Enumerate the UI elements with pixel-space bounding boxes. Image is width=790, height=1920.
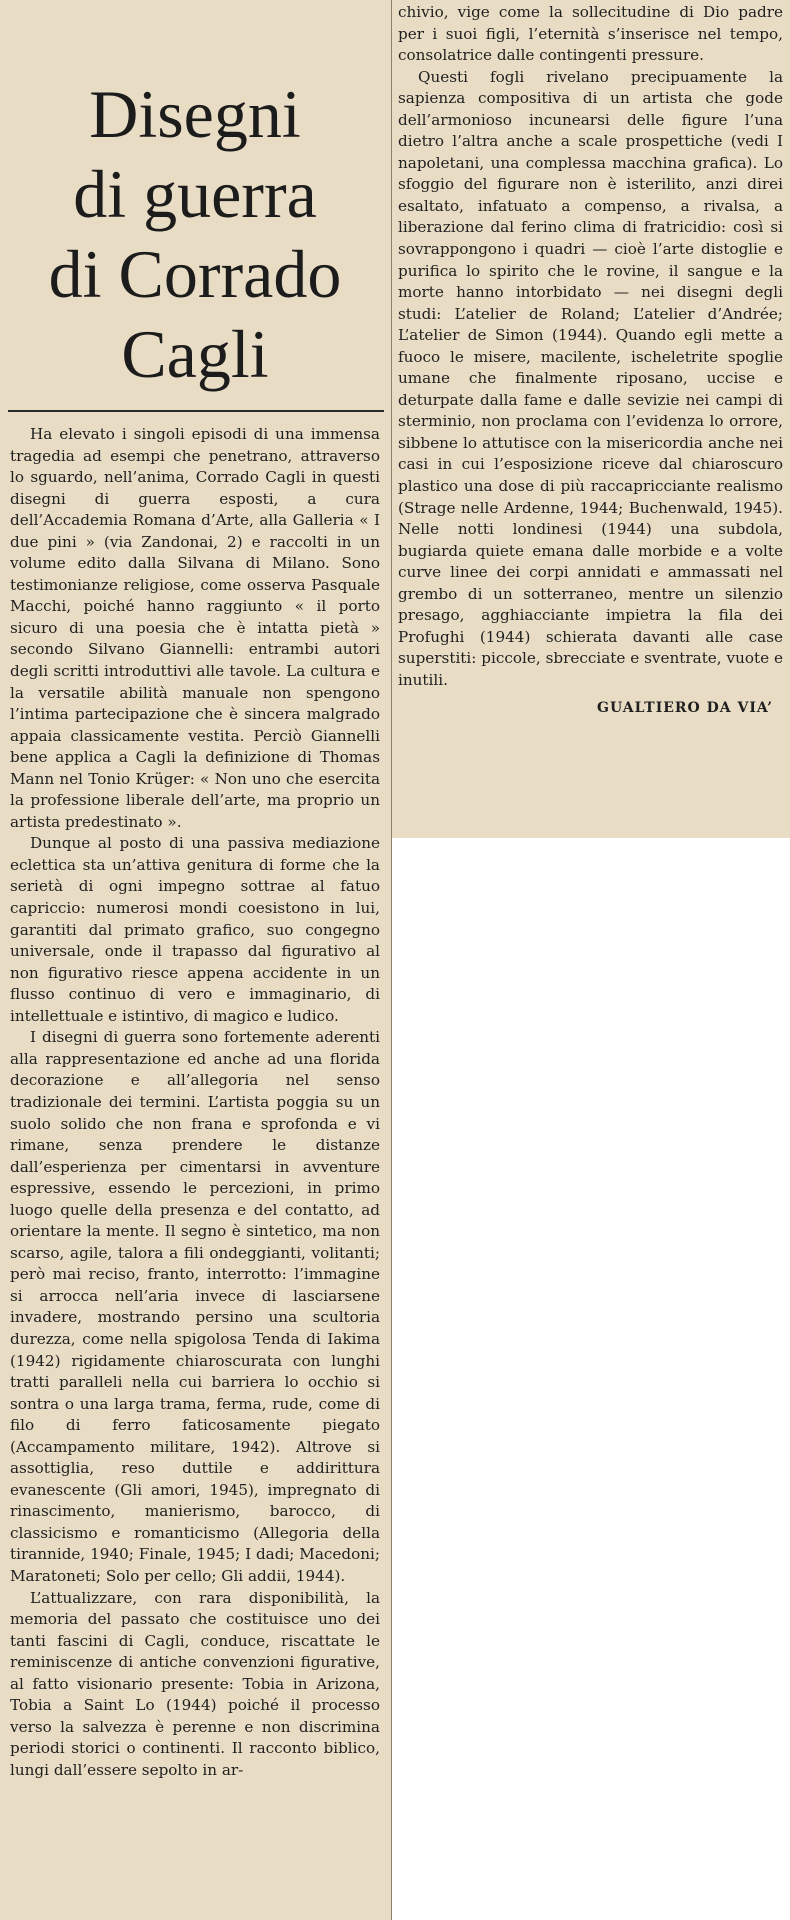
column-divider bbox=[391, 0, 392, 1920]
headline-line-1: Disegni bbox=[89, 75, 301, 152]
article-column-left bbox=[10, 424, 380, 1781]
paragraph-continued: chivio, vige come la sollecitudine di Dio padre per i suoi figli, l’eternità s’inserisce nel tempo, consolatrice dalle contingenti pressure. bbox=[398, 3, 783, 65]
author-byline: GUALTIERO DA VIA’ bbox=[596, 699, 773, 716]
headline-line-2: di guerra bbox=[73, 155, 317, 232]
headline bbox=[10, 74, 380, 394]
paragraph-4: L’attualizzare, con rara disponibilità, la memoria del passato che costituisce uno dei tanti fascini di Cagli, conduce, riscattate le reminiscenze di antiche convenzioni figurative, al fatto visionario presente: Tobia in Arizona, Tobia a Saint Lo (1944) poiché il processo verso la salvezza è perenne e non discrimina periodi storici o continenti. Il racconto biblico, lungi dall’essere sepolto in ar- bbox=[10, 1588, 380, 1779]
headline-rule bbox=[8, 410, 384, 412]
paragraph-1: Ha elevato i singoli episodi di una immensa tragedia ad esempi che penetrano, attraverso lo sguardo, nell’anima, Corrado Cagli in questi disegni di guerra esposti, a cura dell’Accademia Romana d’Arte, alla Galleria « I due pini » (via Zandonai, 2) e raccolti in un volume edito dalla Silvana di Milano. Sono testimonianze religiose, come osserva Pasquale Macchi, poiché hanno raggiunto « il porto sicuro di una poesia che è intatta pietà » secondo Silvano Giannelli: entrambi autori degli scritti introduttivi alle tavole. La cultura e la versatile abilità manuale non spengono l’intima partecipazione che è sincera malgrado appaia classicamente vestita. Perciò Giannelli bene applica a Cagli la definizione di Thomas Mann nel Tonio Krüger: « Non uno che esercita la professione liberale dell’arte, ma proprio un artista predestinato ». bbox=[10, 425, 380, 831]
article-column-right bbox=[398, 2, 783, 719]
paragraph-5: Questi fogli rivelano precipuamente la sapienza compositiva di un artista che gode dell’armonioso incunearsi delle figure l’una dietro l’altra anche a scale prospettiche (vedi I napoletani, una complessa macchina grafica). Lo sfoggio del figurare non è isterilito, anzi direi esaltato, infatuato a compenso, a rivalsa, a liberazione dal ferino clima di fratricidio: così si sovrappongono i quadri — cioè l’arte distoglie e purifica lo spirito che le rovine, il sangue e la morte hanno intorbidato — nei disegni degli studi: L’atelier de Roland; L’atelier d’Andrée; L’atelier de Simon (1944). Quando egli mette a fuoco le misere, macilente, ischeletrite spoglie umane che finalmente riposano, uccise e deturpate dalla fame e dalle sevizie nei campi di sterminio, non proclama con l’evidenza lo orrore, sibbene lo attutisce con la misericordia anche nei casi in cui l’esposizione riceve dal chiaroscuro plastico una dose di più raccapricciante realismo (Strage nelle Ardenne, 1944; Buchenwald, 1945). Nelle notti londinesi (1944) una subdola, bugiarda quiete emana dalle morbide e a volte curve linee dei corpi annidati e ammassati nel grembo di un sotterraneo, mentre un silenzio presago, agghiacciante impietra la fila dei Profughi (1944) schierata davanti alle case superstiti: piccole, sbrecciate e sventrate, vuote e inutili. bbox=[398, 67, 783, 689]
paragraph-3: I disegni di guerra sono fortemente aderenti alla rappresentazione ed anche ad una florida decorazione e all’allegoria nel senso tradizionale dei termini. L’artista poggia su un suolo solido che non frana e sprofonda e vi rimane, senza prendere le distanze dall’esperienza per cimentarsi in avventure espressive, essendo le percezioni, in primo luogo quelle della presenza e del contatto, ad orientare la mente. Il segno è sintetico, ma non scarso, agile, talora a fili ondeggianti, volitanti; però mai reciso, franto, interrotto: l’immagine si arrocca nell’aria invece di lasciarsene invadere, mostrando persino una scultoria durezza, come nella spigolosa Tenda di Iakima (1942) rigidamente chiaroscurata con lunghi tratti paralleli nella cui barriera lo occhio si sontra o una larga trama, ferma, rude, come di filo di ferro faticosamente piegato (Accampamento militare, 1942). Altrove si assottiglia, reso duttile e addirittura evanescente (Gli amori, 1945), impregnato di rinascimento, manierismo, barocco, di classicismo e romanticismo (Allegoria della tirannide, 1940; Finale, 1945; I dadi; Macedoni; Maratoneti; Solo per cello; Gli addii, 1944). bbox=[10, 1028, 380, 1585]
paragraph-2: Dunque al posto di una passiva mediazione eclettica sta un’attiva genitura di forme che la serietà di ogni impegno sottrae al fatuo capriccio: numerosi mondi coesistono in lui, garantiti dal primato grafico, suo congegno universale, onde il trapasso dal figurativo al non figurativo riesce appena accidente in un flusso continuo di vero e immaginario, di intellettuale e istintivo, di magico e ludico. bbox=[10, 834, 380, 1025]
headline-line-3: di Corrado bbox=[48, 235, 342, 312]
headline-line-4: Cagli bbox=[121, 315, 269, 392]
